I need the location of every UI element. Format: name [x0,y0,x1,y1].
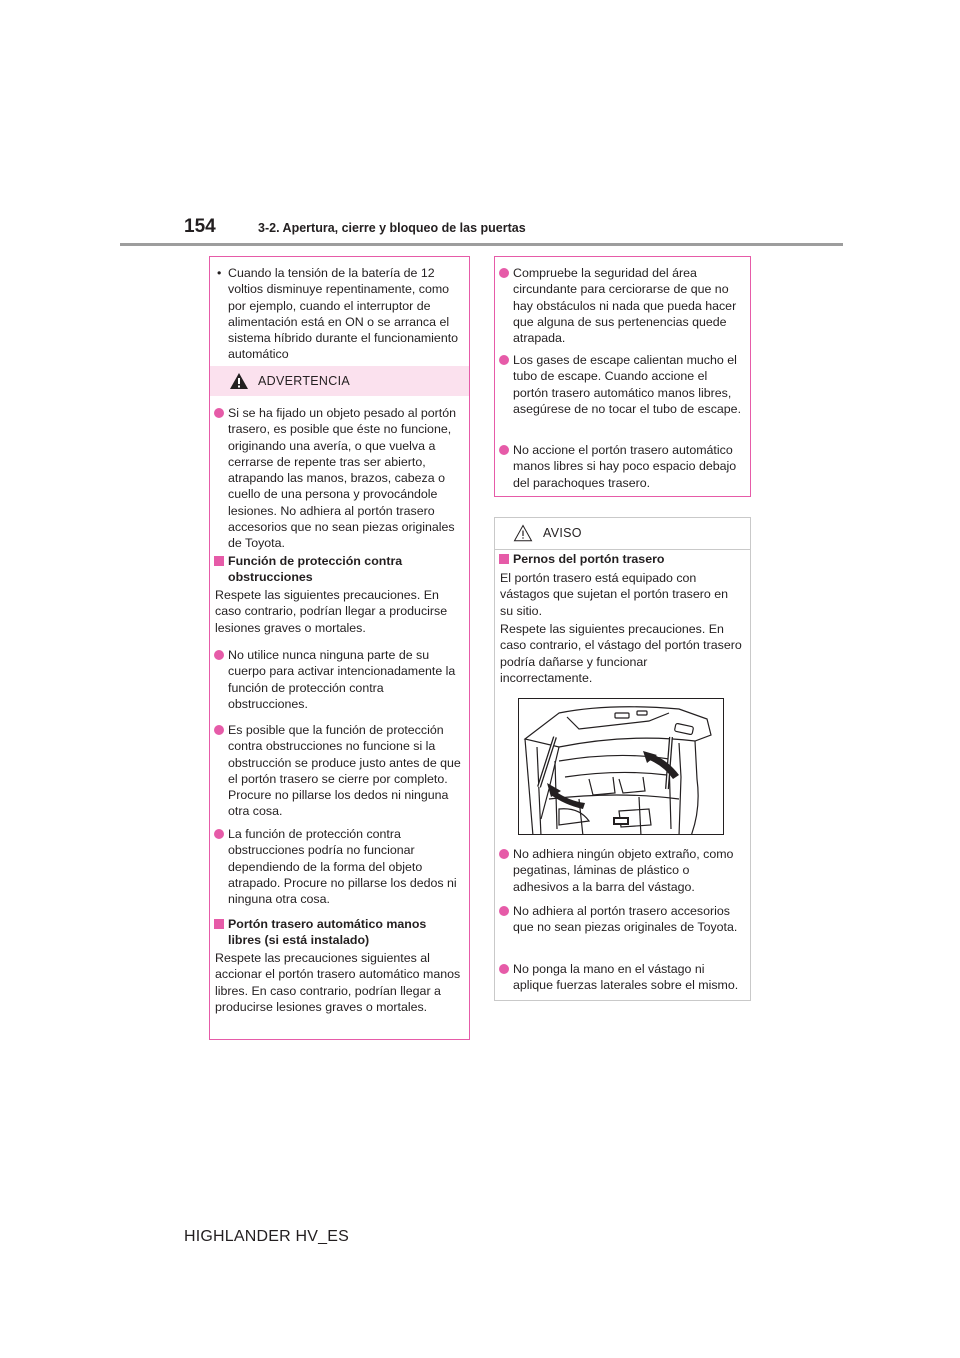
open-tailgate-drawing [519,699,724,835]
square-bullet [499,554,509,564]
dash-item-text: Cuando la tensión de la batería de 12 voltios disminuye repentinamente, como por ejemplo, cuando el interruptor de alimentación está en ON o se arranca el sistema híbrido durante el funcionamiento automático [228,266,459,362]
bullet-dot [499,445,509,455]
list-item-text: Los gases de escape calientan mucho el tubo de escape. Cuando accione el portón trasero automático manos libres, asegúrese de no tocar el tubo de escape. [513,353,742,416]
bullet-dot [214,650,224,660]
bullet-dot [214,408,224,418]
bullet-dot [499,964,509,974]
bullet-dot [214,725,224,735]
list-item-text: Compruebe la seguridad del área circundante para cerciorarse de que no hay obstáculos ni nada que pueda hacer que alguna de sus pertenencias quede atrapada. [513,266,737,346]
warning-title: ADVERTENCIA [258,374,350,388]
warning-triangle-icon [229,372,249,390]
list-item [210,826,469,907]
list-item [210,405,469,552]
caution-triangle-icon [513,524,533,542]
list-item [495,442,750,491]
list-item-text: No ponga la mano en el vástago ni aplique fuerzas laterales sobre el mismo. [513,962,739,993]
warning-box-left [209,256,470,1040]
bullet-dot [499,355,509,365]
notice-header [495,518,750,550]
bullet-dot [214,829,224,839]
section-heading-text: Portón trasero automático manos libres (si está instalado) [228,917,427,948]
warning-header [210,366,469,396]
paragraph: El portón trasero está equipado con vástagos que sujetan el portón trasero en su sitio. [500,571,728,618]
section-heading [210,916,469,949]
section-heading [210,553,469,586]
list-item [495,846,750,895]
list-item [495,961,750,994]
bullet-dot [499,906,509,916]
section-heading [495,551,750,567]
paragraph: Respete las siguientes precauciones. En caso contrario, el vástago del portón trasero podría dañarse y funcionar incorrectamente. [500,622,742,685]
list-item-text: No utilice nunca ninguna parte de su cuerpo para activar intencionadamente la función de protección contra obstrucciones. [228,648,456,711]
chapter-title: 3-2. Apertura, cierre y bloqueo de las puertas [258,221,526,235]
list-item [210,722,469,820]
paragraph: Respete las precauciones siguientes al accionar el portón trasero automático manos libres. En caso contrario, podrían llegar a producirse lesiones graves o mortales. [215,951,461,1014]
dash-bullet: • [217,266,222,280]
tailgate-strut-illustration [518,698,724,835]
page-number: 154 [184,216,216,237]
dash-list-item [210,265,469,363]
list-item-text: La función de protección contra obstrucciones podría no funcionar dependiendo de la forma del objeto atrapado. Procure no pillarse los dedos ni ninguna otra cosa. [228,827,457,907]
section-heading-text: Pernos del portón trasero [513,552,665,566]
list-item-text: Si se ha fijado un objeto pesado al portón trasero, es posible que éste no funcione, originando una avería, o que vuelva a cerrarse de repente tras ser abierto, atrapando las manos, brazos, cabeza o cuello de una persona y provocándole lesiones. No adhiera al portón trasero accesorios que no sean piezas originales de Toyota. [228,406,457,551]
bullet-dot [499,268,509,278]
list-item-text: No adhiera ningún objeto extraño, como pegatinas, láminas de plástico o adhesivos a la barra del vástago. [513,847,734,894]
list-item [495,265,750,346]
list-item [495,352,750,417]
header-rule [120,243,843,246]
list-item-text: No adhiera al portón trasero accesorios que no sean piezas originales de Toyota. [513,904,738,935]
list-item [210,647,469,712]
bullet-dot [499,849,509,859]
square-bullet [214,919,224,929]
list-item-text: Es posible que la función de protección contra obstrucciones no funcione si la obstrucción se produce justo antes de que el portón trasero se cierre por completo. Procure no pillarse los dedos ni ninguna otra cosa. [228,723,461,819]
list-item-text: No accione el portón trasero automático manos libres si hay poco espacio debajo del parachoques trasero. [513,443,737,490]
section-heading-text: Función de protección contra obstrucciones [228,554,403,585]
model-label: HIGHLANDER HV_ES [184,1228,350,1245]
square-bullet [214,556,224,566]
notice-title: AVISO [543,526,582,540]
paragraph: Respete las siguientes precauciones. En caso contrario, podrían llegar a producirse lesiones graves o mortales. [215,588,448,635]
list-item [495,903,750,936]
warning-box-right [494,256,751,497]
